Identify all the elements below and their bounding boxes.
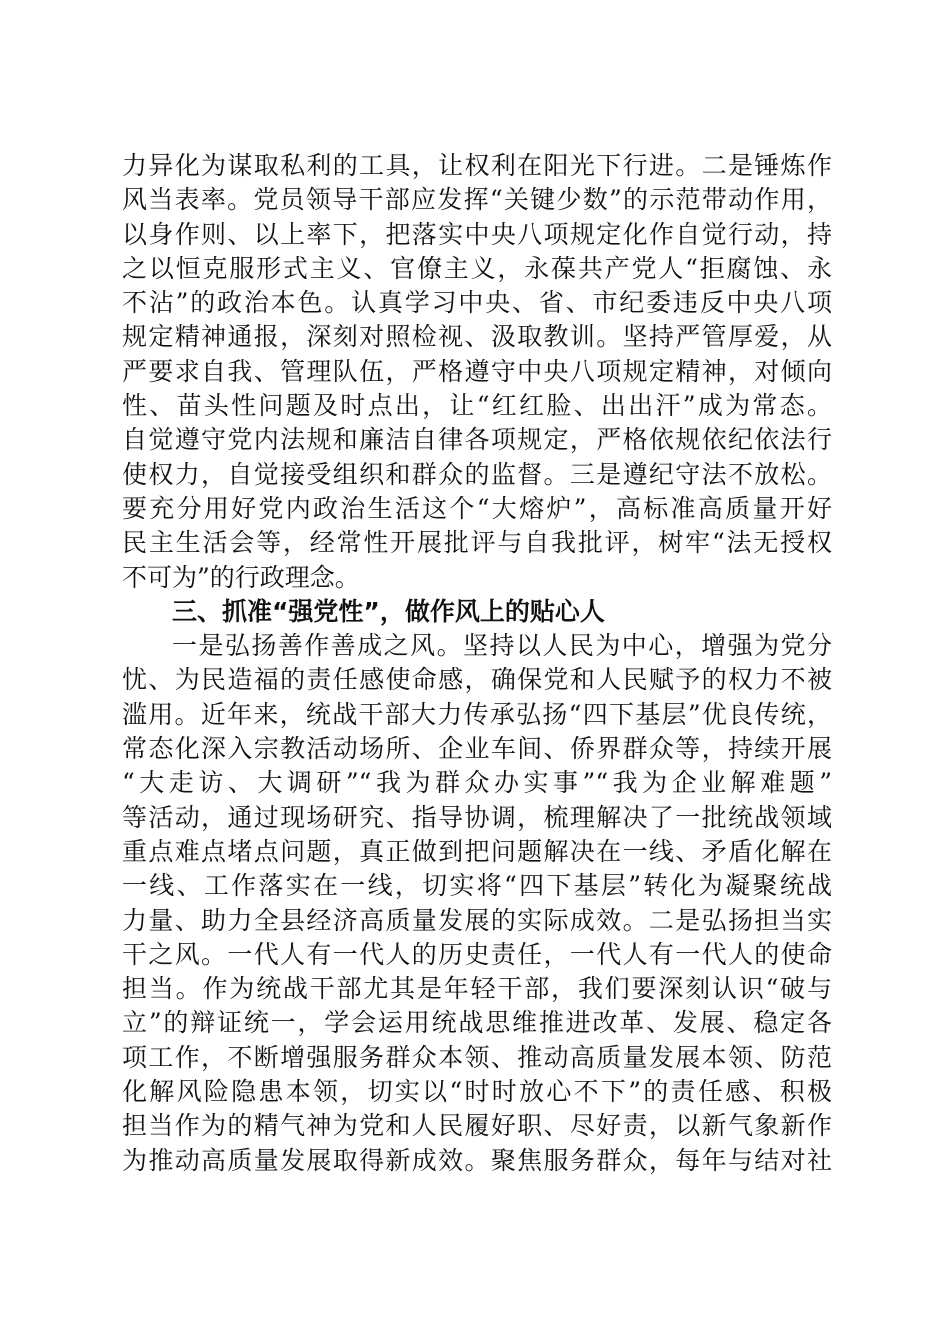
paragraph-line: 民主生活会等，经常性开展批评与自我批评，树牢“法无授权 [122, 528, 832, 558]
paragraph-line: 一线、工作落实在一线，切实将“四下基层”转化为凝聚统战 [122, 871, 832, 901]
paragraph-line: 风当表率。党员领导干部应发挥“关键少数”的示范带动作用， [122, 185, 832, 215]
paragraph-line: 滥用。近年来，统战干部大力传承弘扬“四下基层”优良传统， [122, 699, 832, 729]
paragraph-line: 常态化深入宗教活动场所、企业车间、侨界群众等，持续开展 [122, 734, 832, 764]
paragraph-line: 规定精神通报，深刻对照检视、汲取教训。坚持严管厚爱，从 [122, 322, 832, 352]
paragraph-line: 自觉遵守党内法规和廉洁自律各项规定，严格依规依纪依法行 [122, 425, 832, 455]
paragraph-line: 为推动高质量发展取得新成效。聚焦服务群众，每年与结对社 [122, 1145, 832, 1175]
paragraph-line: 化解风险隐患本领，切实以“时时放心不下”的责任感、积极 [122, 1077, 832, 1107]
paragraph-line: 力异化为谋取私利的工具，让权利在阳光下行进。二是锤炼作 [122, 151, 832, 180]
paragraph-line: 等活动，通过现场研究、指导协调，梳理解决了一批统战领域 [122, 802, 832, 832]
paragraph-line: 之以恒克服形式主义、官僚主义，永葆共产党人“拒腐蚀、永 [122, 253, 832, 283]
paragraph-line: 不沾”的政治本色。认真学习中央、省、市纪委违反中央八项 [122, 288, 832, 318]
paragraph-line: 担当。作为统战干部尤其是年轻干部，我们要深刻认识“破与 [122, 974, 832, 1004]
paragraph-line: 担当作为的精气神为党和人民履好职、尽好责，以新气象新作 [122, 1111, 832, 1141]
paragraph-line: 立”的辩证统一，学会运用统战思维推进改革、发展、稳定各 [122, 1008, 832, 1038]
paragraph-line: 性、苗头性问题及时点出，让“红红脸、出出汗”成为常态。 [122, 391, 832, 421]
section-heading: 三、抓准“强党性”，做作风上的贴心人 [172, 596, 605, 626]
document-body [122, 149, 832, 1178]
paragraph-line: 项工作，不断增强服务群众本领、推动高质量发展本领、防范 [122, 1042, 832, 1072]
paragraph-line: 以身作则、以上率下，把落实中央八项规定化作自觉行动，持 [122, 219, 832, 249]
paragraph-line: 力量、助力全县经济高质量发展的实际成效。二是弘扬担当实 [122, 905, 832, 935]
paragraph-line: 干之风。一代人有一代人的历史责任，一代人有一代人的使命 [122, 939, 832, 969]
paragraph-line: 不可为”的行政理念。 [122, 562, 360, 592]
paragraph-line: 忧、为民造福的责任感使命感，确保党和人民赋予的权力不被 [122, 665, 832, 695]
paragraph-line: 重点难点堵点问题，真正做到把问题解决在一线、矛盾化解在 [122, 836, 832, 866]
paragraph-line: 要充分用好党内政治生活这个“大熔炉”，高标准高质量开好 [122, 493, 832, 523]
paragraph-line: “大走访、大调研”“我为群众办实事”“我为企业解难题” [122, 768, 832, 798]
paragraph-line: 使权力，自觉接受组织和群众的监督。三是遵纪守法不放松。 [122, 459, 832, 489]
paragraph-line: 严要求自我、管理队伍，严格遵守中央八项规定精神，对倾向 [122, 356, 832, 386]
paragraph-line: 一是弘扬善作善成之风。坚持以人民为中心，增强为党分 [172, 631, 832, 661]
